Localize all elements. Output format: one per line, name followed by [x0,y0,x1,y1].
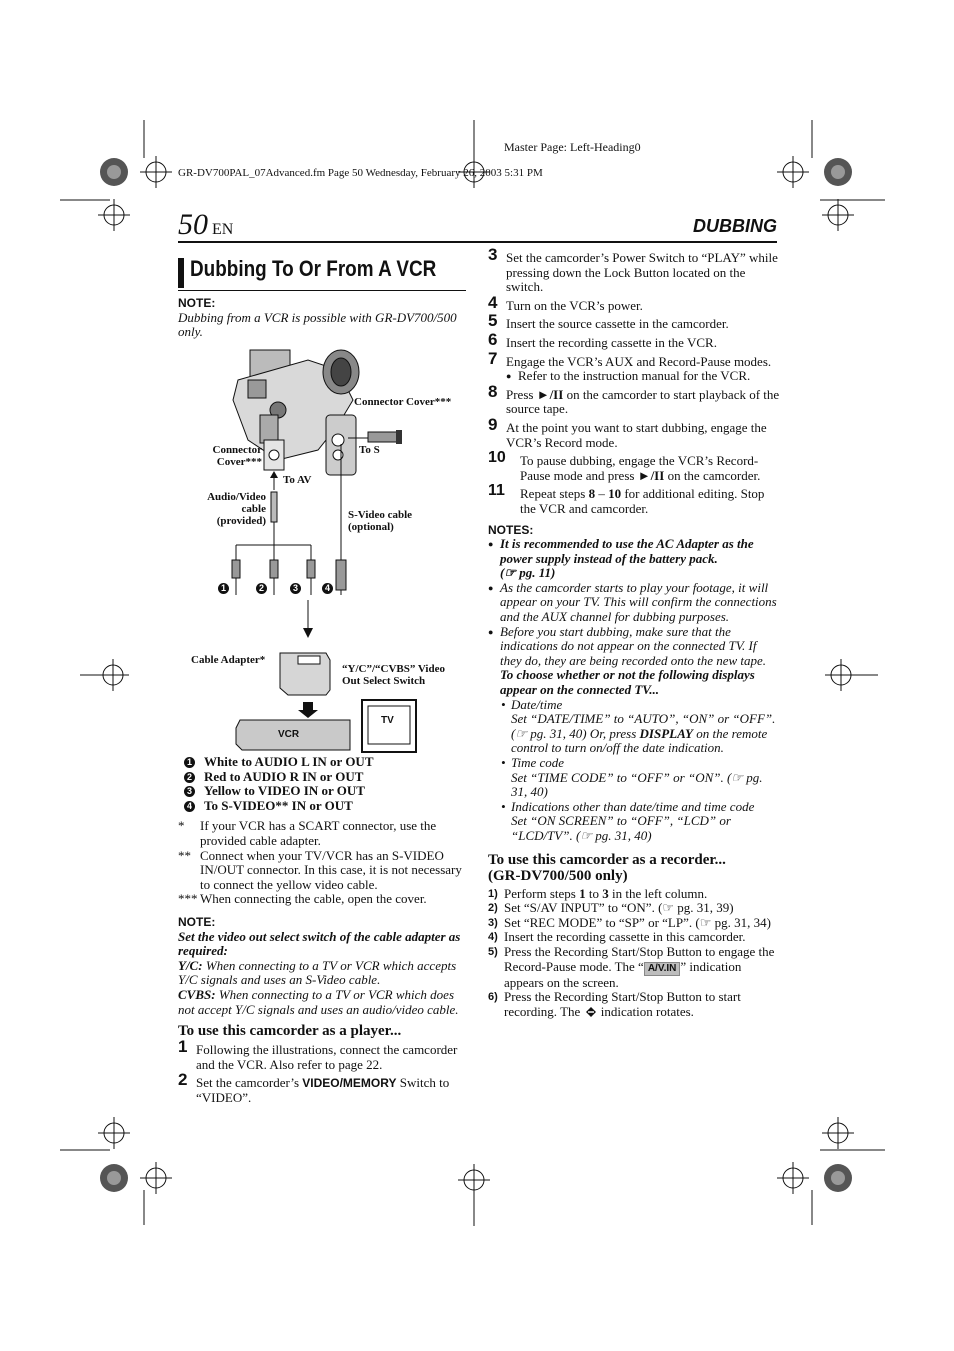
switch-label: “Y/C”/“CVBS” Video Out Select Switch [342,663,445,687]
step-4: 4 Turn on the VCR’s power. [488,292,643,313]
crop-mark-mid-right [808,640,878,720]
diagram-marker-3: 3 [290,580,301,595]
step-9: 9 At the point you want to start dubbing, engage the VCR’s Record mode. [488,414,767,450]
note-text: Dubbing from a VCR is possible with GR-DV700/500 only. [178,309,457,340]
connector-cover-top-label: Connector Cover*** [354,396,452,408]
rec-step-5: 5) Press the Recording Start/Stop Button to engage the Record-Pause mode. The “ A/V.IN ” indication appears on the screen. [488,943,775,990]
step-8: 8 Press ►/II on the camcorder to start playback of the source tape. [488,381,780,417]
step-7: 7 Engage the VCR’s AUX and Record-Pause modes. [488,348,772,369]
crop-mark-bottom-left [60,1110,220,1230]
legend-item: 1 White to AUDIO L IN or OUT [178,755,468,770]
recorder-heading: To use this camcorder as a recorder... (GR-DV700/500 only) [488,851,726,884]
step-1: 1 Following the illustrations, connect the camcorder and the VCR. Also refer to page 22. [178,1037,458,1072]
step-2: 2 Set the camcorder’s VIDEO/MEMORY Switch to “VIDEO”. [178,1070,450,1105]
av-in-indicator: A/V.IN [644,962,681,976]
footnote: * If your VCR has a SCART connector, use the provided cable adapter. [178,818,437,848]
to-s-label: To S [359,444,380,456]
step-6: 6 Insert the recording cassette in the VCR. [488,329,717,350]
crop-mark-mid-left [80,640,150,720]
step-11: 11 Repeat steps 8 – 10 for additional editing. Stop the VCR and camcorder. [488,482,765,516]
svideo-cable-label: S-Video cable (optional) [348,509,413,533]
vcr-label: VCR [278,729,300,740]
rec-step-6: 6) Press the Recording Start/Stop Button to start recording. The indication rotates. [488,990,780,1021]
legend-item: 4 To S-VIDEO** IN or OUT [178,799,468,814]
header-rule [178,241,777,243]
diagram-marker-1: 1 [218,580,229,595]
step-7-note: ● Refer to the instruction manual for the VCR. [506,369,780,384]
to-av-label: To AV [283,474,312,486]
title-rule [178,290,466,291]
left-column [178,296,468,340]
page-number [178,208,233,242]
option-time-code: • Time code [501,755,565,770]
option-date-time-text: Set “DATE/TIME” to “AUTO”, “ON” or “OFF”. (☞ pg. 31, 40) Or, press DISPLAY on the remote control to turn on/off the date indication. [511,711,776,756]
rec-step-2: 2) Set “S/AV INPUT” to “ON”. (☞ pg. 31, 39) [488,900,734,916]
step-10: 10 To pause dubbing, engage the VCR’s Record-Pause mode and press ►/II on the camcorder. [488,449,761,483]
step-5: 5 Insert the source cassette in the camcorder. [488,311,729,332]
title-bar-marker [178,258,184,288]
language-code: EN [212,221,234,238]
page-title: Dubbing To Or From A VCR [190,256,437,281]
note-indications: ● Before you start dubbing, make sure that the indications do not appear on the connected TV. If they do, they are being recorded onto the new tape. [488,625,780,669]
crop-mark-bottom-center [440,1150,520,1230]
player-heading: To use this camcorder as a player... [178,1023,402,1040]
note-ac-adapter: ● It is recommended to use the AC Adapter as the power supply instead of the battery pack. (☞ pg. 11) [488,537,780,581]
audio-video-cable-label: Audio/Video cable (provided) [207,491,266,527]
tv-label: TV [381,715,394,726]
note-lead: Set the video out select switch of the cable adapter as required: [178,928,461,959]
connection-diagram [178,340,468,760]
option-other-text: Set “ON SCREEN” to “OFF”, “LCD” or “LCD/TV”. (☞ pg. 31, 40) [511,813,731,843]
choose-heading: To choose whether or not the following displays appear on the connected TV... [500,667,755,698]
note-cvbs: CVBS: When connecting to a TV or VCR which does not accept Y/C signals and uses an audio/video cable. [178,986,459,1017]
master-page-label: Master Page: Left-Heading0 [504,140,641,154]
page-number-value: 50 [178,208,208,241]
option-date-time: • Date/time [501,696,563,712]
diagram-marker-4: 4 [322,580,333,595]
rec-step-1: 1) Perform steps 1 to 3 in the left column. [488,885,708,901]
diagram-marker-2: 2 [256,580,267,595]
crop-mark-bottom-right [750,1110,890,1230]
note-heading: NOTE: [178,914,216,929]
section-heading: DUBBING [693,216,777,236]
note-heading: NOTE: [178,296,216,310]
notes-heading: NOTES: [488,522,534,537]
option-other: • Indications other than date/time and time code [501,798,755,814]
note-footage: ● As the camcorder starts to play your footage, it will appear on your TV. This will confirm the connections and the AUX channel for dubbing purposes. [488,581,780,625]
rotating-indicator-icon [584,1006,598,1022]
file-info-line: GR-DV700PAL_07Advanced.fm Page 50 Wednesday, February 26, 2003 5:31 PM [178,167,543,179]
step-3: 3 Set the camcorder’s Power Switch to “PLAY” while pressing down the Lock Button located on the switch. [488,245,778,295]
connector-cover-left-label: Connector Cover*** [212,444,262,468]
legend-item: 3 Yellow to VIDEO IN or OUT [178,784,468,799]
footnote: *** When connecting the cable, open the cover. [178,891,427,907]
legend-item: 2 Red to AUDIO R IN or OUT [178,770,468,785]
footnote: ** Connect when your TV/VCR has an S-VIDEO IN/OUT connector. In this case, it is not necessary to connect the yellow video cable. [178,847,462,892]
rec-step-4: 4) Insert the recording cassette in this camcorder. [488,929,746,945]
rec-step-3: 3) Set “REC MODE” to “SP” or “LP”. (☞ pg. 31, 34) [488,914,771,930]
cable-adapter-label: Cable Adapter* [191,654,266,666]
option-time-code-text: Set “TIME CODE” to “OFF” or “ON”. (☞ pg. 31, 40) [511,769,763,800]
note-yc: Y/C: When connecting to a TV or VCR which accepts Y/C signals and uses an S-Video cable. [178,957,457,988]
left-column-lower [178,755,468,1105]
right-column [488,245,780,1021]
